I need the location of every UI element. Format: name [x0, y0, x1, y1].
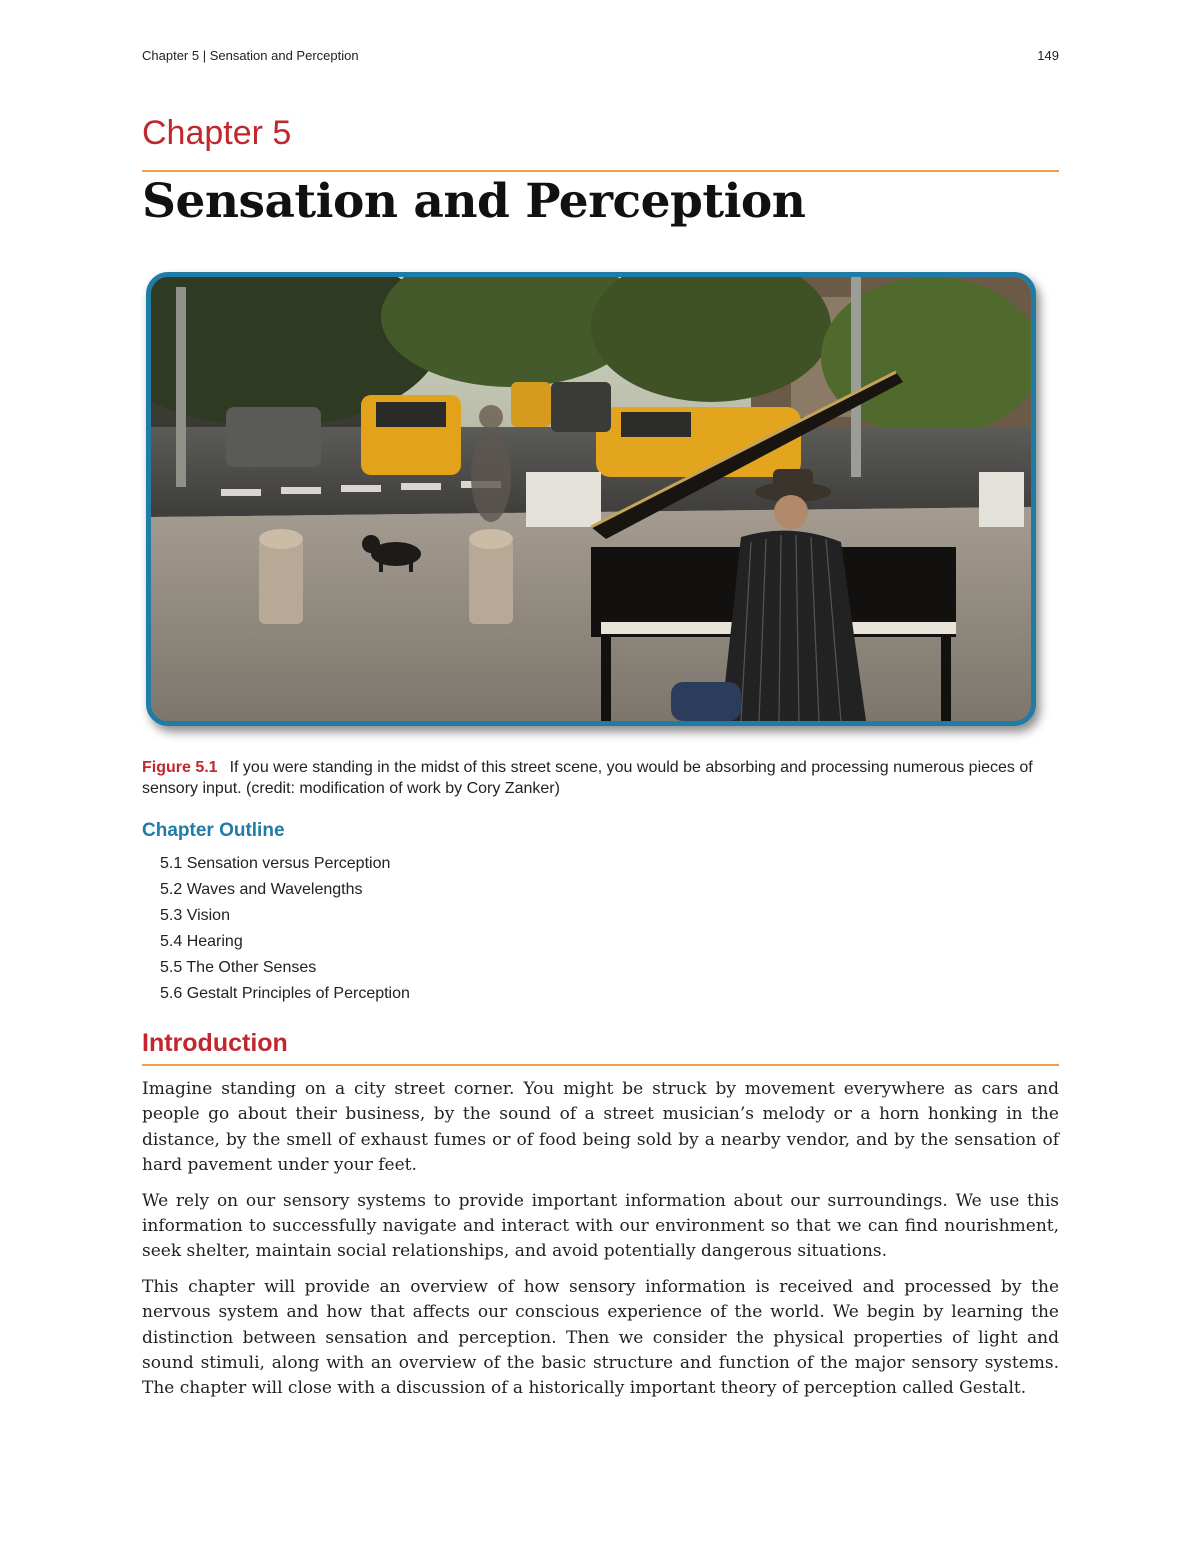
page-number: 149 — [1037, 48, 1059, 63]
chapter-rule — [142, 170, 1059, 172]
body-paragraph: This chapter will provide an overview of how sensory information is received and processed by the nervous system and how that affects our conscious experience of the world. We begin by learning the distinction between sensation and perception. Then we consider the physical properties of light and sound stimuli, along with an overview of the basic structure and function of the major sensory systems. The chapter will close with a discussion of a historically important theory of perception called Gestalt. — [142, 1276, 1059, 1399]
body-paragraph: We rely on our sensory systems to provide important information about our surroundings. We use this information to successfully navigate and interact with our environment so that we can find nourishment, seek shelter, maintain social relationships, and avoid potentially dangerous situations. — [142, 1190, 1059, 1262]
chapter-title: Sensation and Perception — [142, 174, 806, 229]
chapter-outline-list — [160, 851, 410, 1007]
outline-item[interactable]: 5.4 Hearing — [160, 933, 243, 950]
outline-item[interactable]: 5.1 Sensation versus Perception — [160, 855, 391, 872]
outline-item[interactable]: 5.2 Waves and Wavelengths — [160, 881, 363, 898]
outline-item[interactable]: 5.6 Gestalt Principles of Perception — [160, 985, 410, 1002]
figure-number: Figure 5.1 — [142, 759, 218, 776]
running-title: Chapter 5 | Sensation and Perception — [142, 48, 359, 63]
figure-caption — [142, 757, 1059, 799]
outline-item[interactable]: 5.5 The Other Senses — [160, 959, 317, 976]
introduction-rule — [142, 1064, 1059, 1066]
introduction-heading: Introduction — [142, 1029, 288, 1057]
outline-item[interactable]: 5.3 Vision — [160, 907, 230, 924]
street-scene-photo — [151, 277, 1031, 721]
chapter-outline-heading: Chapter Outline — [142, 820, 285, 841]
document-page — [142, 0, 1059, 1553]
chapter-label: Chapter 5 — [142, 114, 292, 152]
body-paragraph: Imagine standing on a city street corner. You might be struck by movement everywhere as cars and people go about their business, by the sound of a street musician’s melody or a horn honking in the distance, by the smell of exhaust fumes or of food being sold by a nearby vendor, and by the sensation of hard pavement under your feet. — [142, 1079, 1059, 1176]
figure-image-frame — [146, 272, 1036, 726]
figure-caption-text: If you were standing in the midst of this street scene, you would be absorbing and processing numerous pieces of sensory input. (credit: modification of work by Cory Zanker) — [142, 759, 1033, 797]
running-header — [142, 48, 1059, 63]
introduction-body — [142, 1077, 1059, 1412]
